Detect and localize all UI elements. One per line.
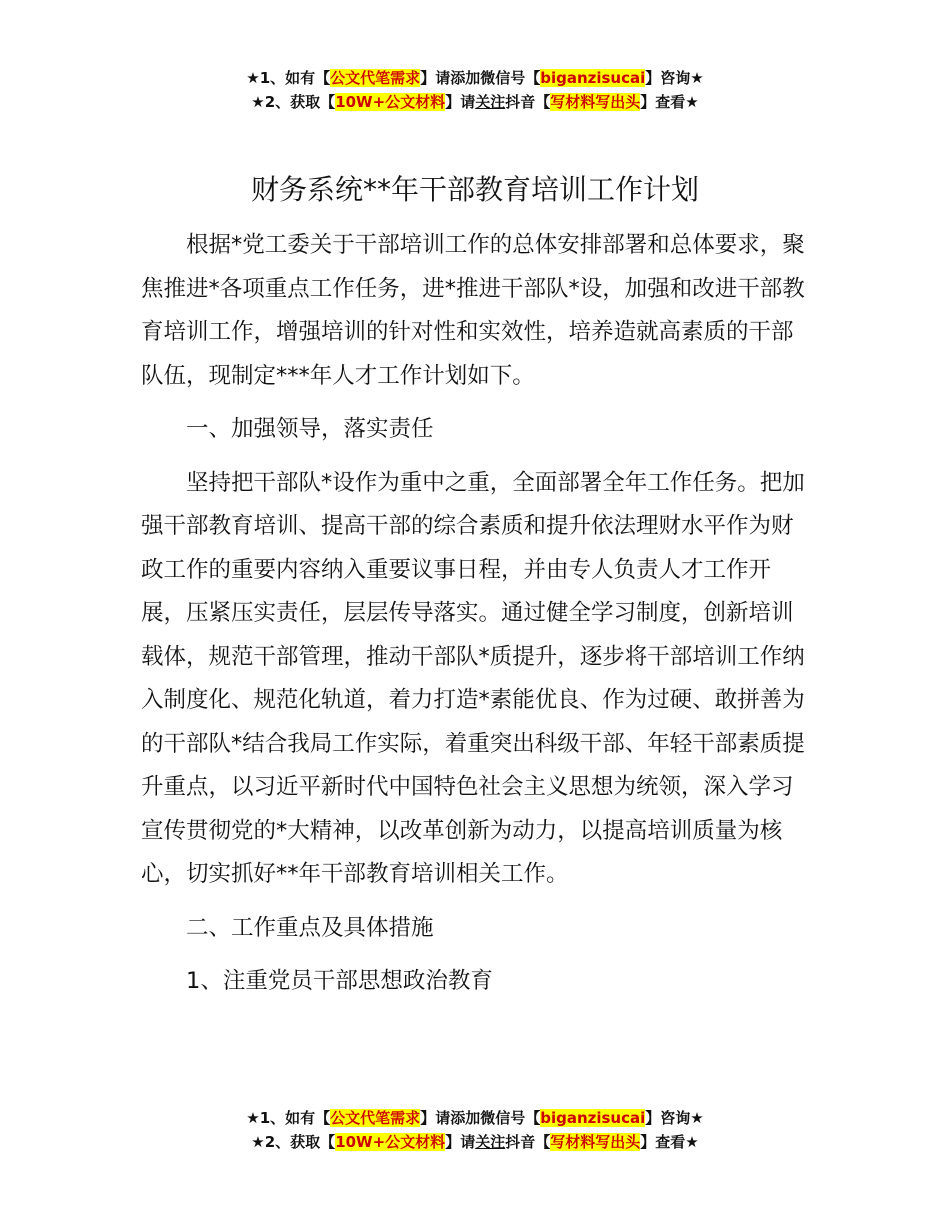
- subsection-1-heading: 1、注重党员干部思想政治教育: [186, 968, 493, 994]
- banner-text: 】请添加微信号【: [420, 69, 541, 87]
- banner-text: ★2、获取【: [251, 1133, 336, 1151]
- banner-text: 】请: [445, 93, 476, 111]
- banner-highlight: 10W+公文材料: [335, 93, 446, 111]
- banner-text: 抖音【: [505, 1133, 551, 1151]
- footer-banner: [0, 1106, 950, 1154]
- section-2-heading: 二、工作重点及具体措施: [186, 914, 434, 941]
- banner-text: 】请添加微信号【: [420, 1109, 541, 1127]
- banner-highlight-wechat: biganzisucai: [540, 1109, 646, 1127]
- banner-underlined: 关注: [475, 93, 506, 111]
- banner-highlight: 公文代笔需求: [330, 1109, 421, 1127]
- banner-text: 】查看★: [640, 93, 699, 111]
- banner-line-2: [0, 90, 950, 114]
- banner-text: 】咨询★: [645, 69, 704, 87]
- banner-underlined: 关注: [475, 1133, 506, 1151]
- banner-text: 】请: [445, 1133, 476, 1151]
- document-body: [141, 224, 813, 1004]
- intro-paragraph: 根据*党工委关于干部培训工作的总体安排部署和总体要求，聚焦推进*各项重点工作任务，进*推进干部队*设，加强和改进干部教育培训工作，增强培训的针对性和实效性，培养造就高素质的干部队伍，现制定***年人才工作计划如下。: [141, 232, 805, 389]
- banner-highlight-douyin: 写材料写出头: [550, 93, 641, 111]
- document-title: 财务系统**年干部教育培训工作计划: [250, 173, 699, 206]
- banner-line-1: [0, 66, 950, 90]
- section-1-heading: 一、加强领导，落实责任: [186, 416, 434, 442]
- banner-text: ★1、如有【: [246, 69, 331, 87]
- banner-text: ★2、获取【: [251, 93, 336, 111]
- footer-banner-line-1: [0, 1106, 950, 1130]
- footer-banner-line-2: [0, 1130, 950, 1154]
- banner-text: 】查看★: [640, 1133, 699, 1151]
- banner-highlight-douyin: 写材料写出头: [550, 1133, 641, 1151]
- banner-highlight-wechat: biganzisucai: [540, 69, 646, 87]
- banner-highlight: 公文代笔需求: [330, 69, 421, 87]
- banner-text: 】咨询★: [645, 1109, 704, 1127]
- banner-text: 抖音【: [505, 93, 551, 111]
- section-1-paragraph: 坚持把干部队*设作为重中之重，全面部署全年工作任务。把加强干部教育培训、提高干部的综合素质和提升依法理财水平作为财政工作的重要内容纳入重要议事日程，并由专人负责人才工作开展，压紧压实责任，层层传导落实。通过健全学习制度，创新培训载体，规范干部管理，推动干部队*质提升，逐步将干部培训工作纳入制度化、规范化轨道，着力打造*素能优良、作为过硬、敢拼善为的干部队*结合我局工作实际，着重突出科级干部、年轻干部素质提升重点，以习近平新时代中国特色社会主义思想为统领，深入学习宣传贯彻党的*大精神，以改革创新为动力，以提高培训质量为核心，切实抓好**年干部教育培训相关工作。: [141, 469, 805, 887]
- header-banner: [0, 66, 950, 114]
- banner-highlight: 10W+公文材料: [335, 1133, 446, 1151]
- banner-text: ★1、如有【: [246, 1109, 331, 1127]
